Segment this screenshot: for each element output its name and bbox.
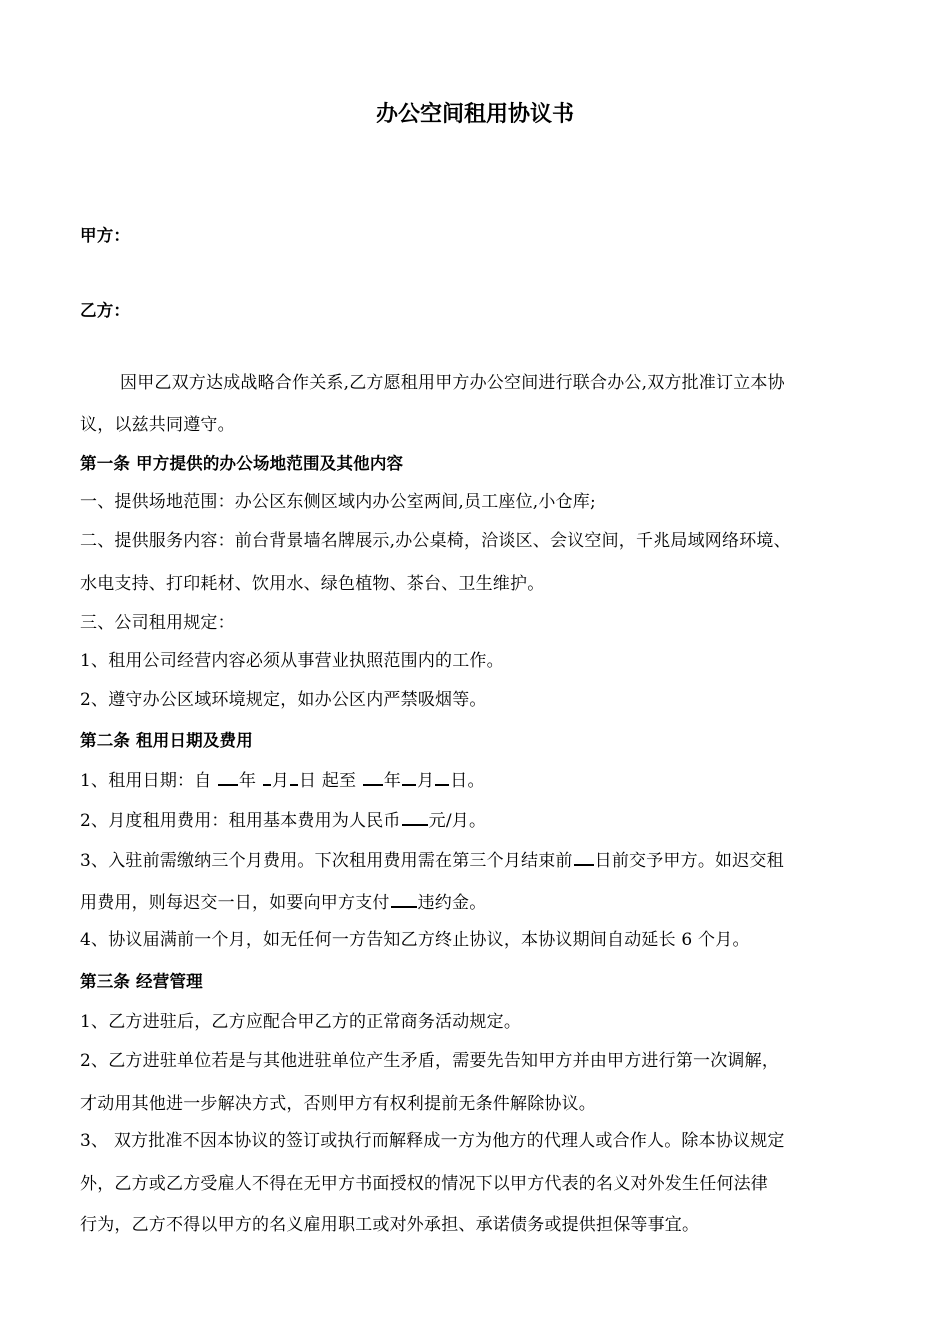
rental-date-text: 日。 (450, 771, 485, 791)
year-blank (218, 767, 238, 786)
payment-line-1 (80, 847, 784, 873)
article3-line-3: 才动用其他进一步解决方式，否则甲方有权利提前无条件解除协议。 (80, 1094, 596, 1114)
intro-line-2: 议，以兹共同遵守。 (80, 415, 235, 435)
rental-date-text: 年 (383, 771, 402, 791)
fee-amount-blank (402, 807, 428, 826)
rental-date-text: 年 (239, 771, 262, 791)
article1-heading: 第一条 甲方提供的办公场地范围及其他内容 (80, 454, 404, 473)
payment-text: 日前交予甲方。如迟交租 (594, 851, 784, 871)
rental-date-text: 月 (417, 771, 435, 791)
rental-date-line (80, 767, 485, 793)
party-b-label: 乙方： (80, 301, 131, 320)
day-blank (290, 767, 298, 786)
rental-date-text: 日 起至 (299, 771, 362, 791)
monthly-fee-text: 2、月度租用费用：租用基本费用为人民币 (80, 811, 401, 831)
payment-line-2 (80, 889, 486, 915)
day-blank (435, 767, 449, 786)
payment-text: 3、入驻前需缴纳三个月费用。下次租用费用需在第三个月结束前 (80, 851, 573, 871)
article3-line-5: 外，乙方或乙方受雇人不得在无甲方书面授权的情况下以甲方代表的名义对外发生任何法律 (80, 1174, 768, 1194)
party-a-label: 甲方： (80, 226, 131, 245)
article3-line-2: 2、乙方进驻单位若是与其他进驻单位产生矛盾，需要先告知甲方并由甲方进行第一次调解， (80, 1051, 780, 1071)
renewal-line: 4、协议届满前一个月，如无任何一方告知乙方终止协议，本协议期间自动延长 6 个月。 (80, 930, 750, 950)
article1-line-3: 水电支持、打印耗材、饮用水、绿色植物、茶台、卫生维护。 (80, 574, 545, 594)
article3-heading: 第三条 经营管理 (80, 972, 203, 991)
rental-date-text: 月 (271, 771, 290, 791)
month-blank (263, 767, 271, 786)
month-blank (402, 767, 416, 786)
intro-line-1: 因甲乙双方达成战略合作关系,乙方愿租用甲方办公空间进行联合办公,双方批准订立本协 (120, 373, 785, 393)
article1-line-4: 三、公司租用规定： (80, 613, 235, 633)
payment-text: 用费用，则每迟交一日，如要向甲方支付 (80, 893, 390, 913)
article3-line-1: 1、乙方进驻后，乙方应配合甲乙方的正常商务活动规定。 (80, 1012, 522, 1032)
article2-heading: 第二条 租用日期及费用 (80, 731, 253, 750)
document-title: 办公空间租用协议书 (375, 102, 574, 127)
article1-line-6: 2、遵守办公区域环境规定，如办公区内严禁吸烟等。 (80, 690, 487, 710)
monthly-fee-text: 元/月。 (428, 811, 487, 831)
payment-day-blank (574, 847, 594, 866)
year-blank (363, 767, 383, 786)
article1-line-5: 1、租用公司经营内容必须从事营业执照范围内的工作。 (80, 651, 504, 671)
rental-date-text: 1、租用日期：自 (80, 771, 218, 791)
monthly-fee-line (80, 807, 486, 833)
article3-line-4: 3、 双方批准不因本协议的签订或执行而解释成一方为他方的代理人或合作人。除本协议规定 (80, 1131, 785, 1151)
article3-line-6: 行为，乙方不得以甲方的名义雇用职工或对外承担、承诺债务或提供担保等事宜。 (80, 1215, 700, 1235)
payment-text: 违约金。 (417, 893, 487, 913)
article1-line-2: 二、提供服务内容：前台背景墙名牌展示,办公桌椅，洽谈区、会议空间，千兆局域网络环境、 (80, 531, 791, 551)
article1-line-1: 一、提供场地范围：办公区东侧区域内办公室两间,员工座位,小仓库; (80, 492, 596, 512)
penalty-blank (391, 889, 417, 908)
